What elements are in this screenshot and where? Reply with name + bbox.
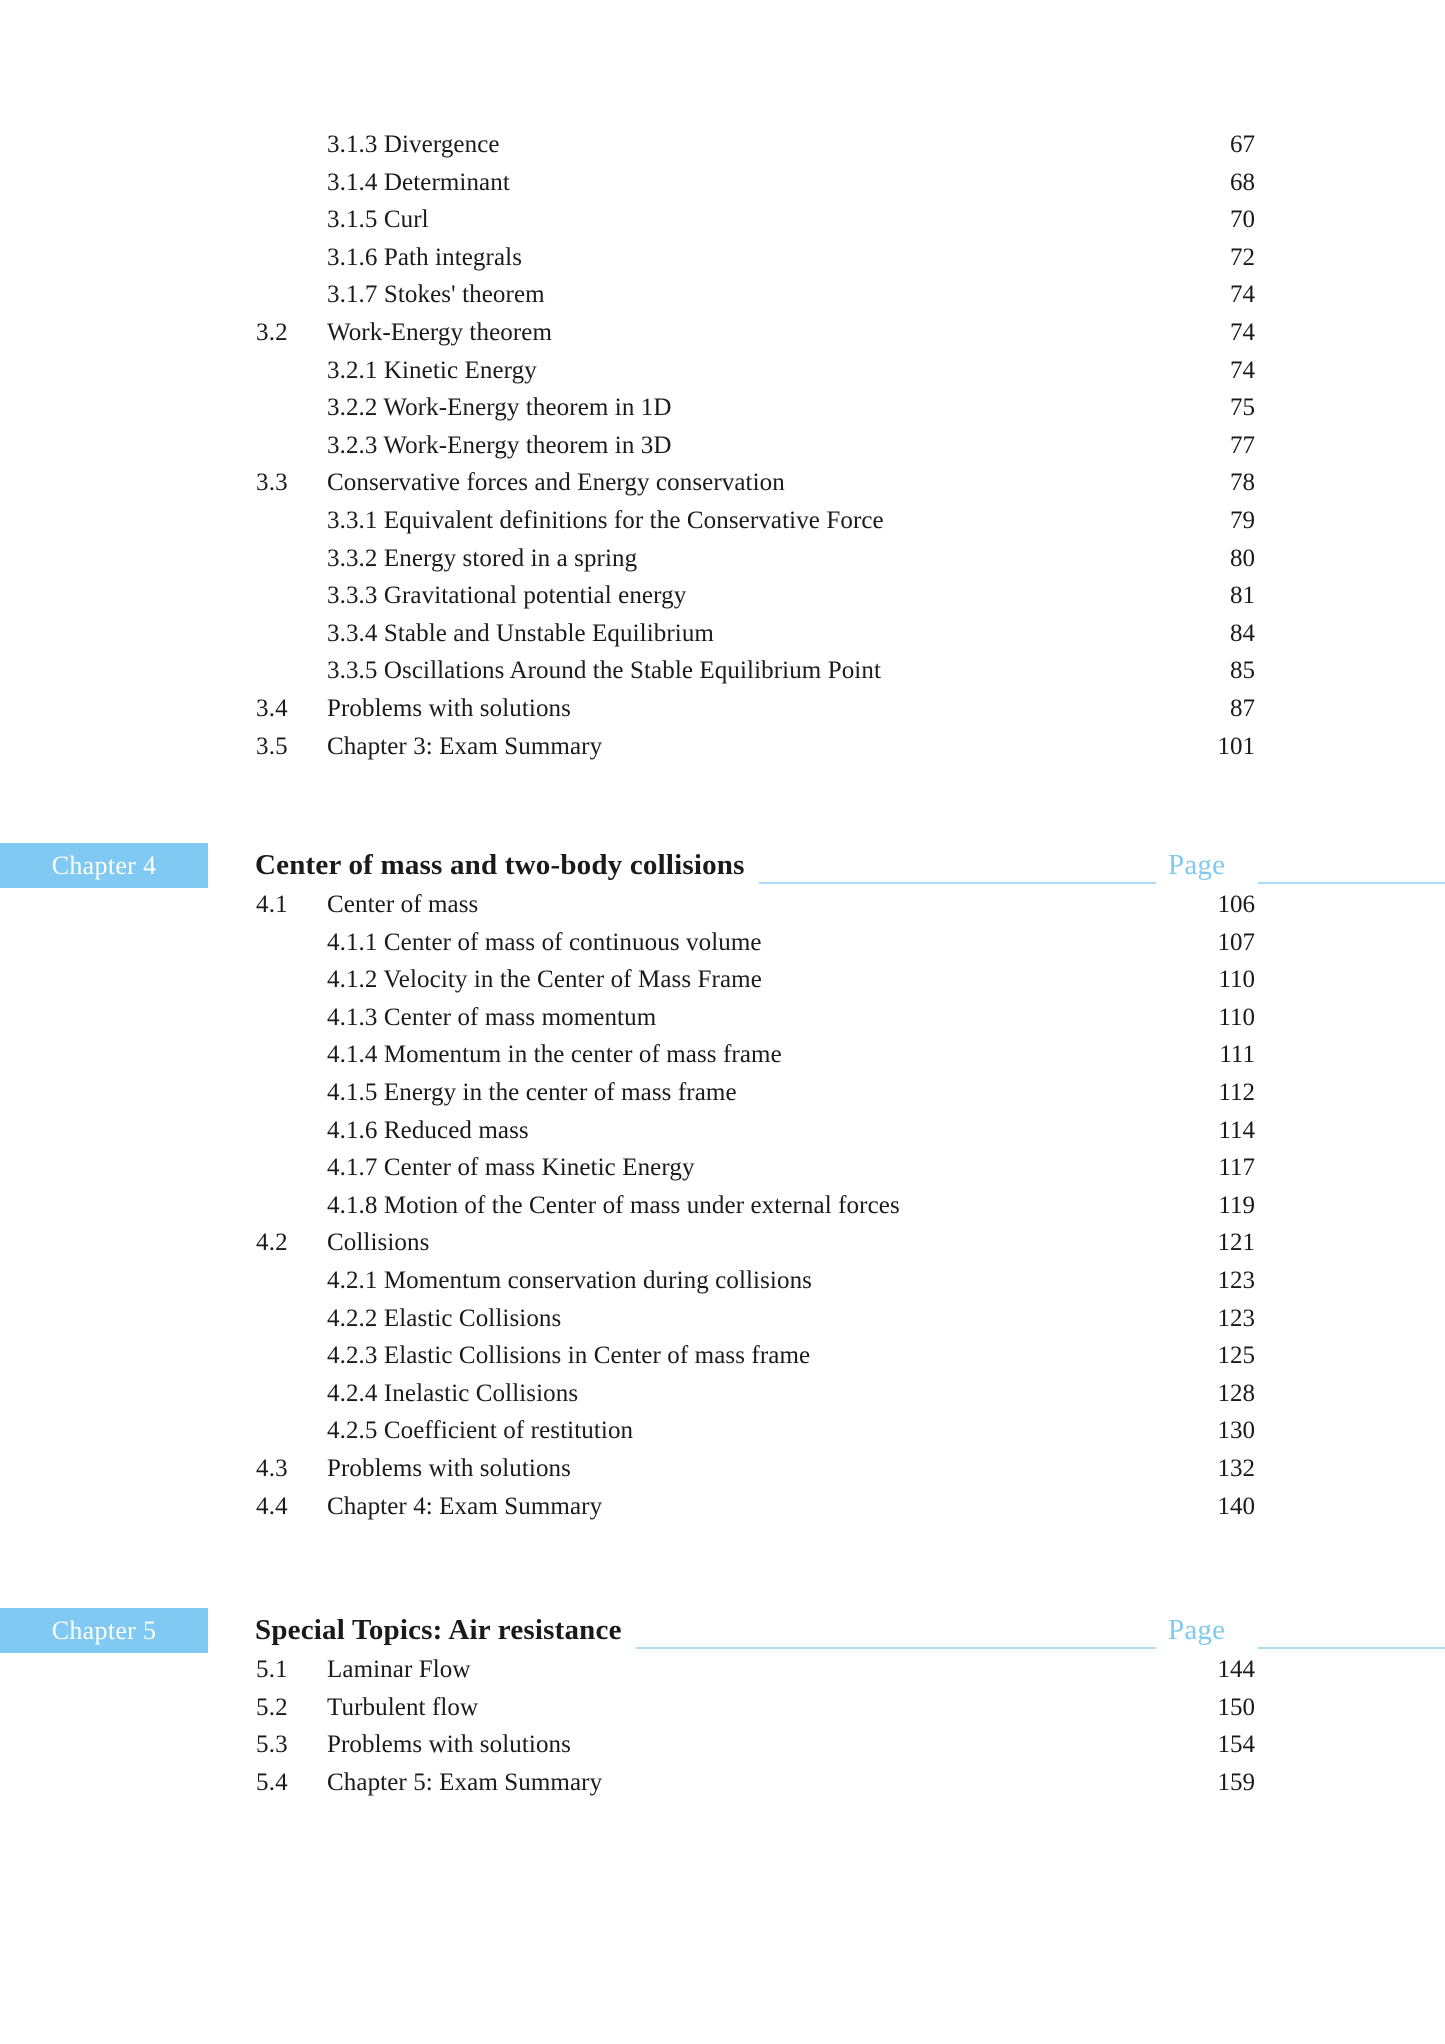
toc-entry-number: 3.5 — [256, 732, 288, 760]
toc-row[interactable] — [0, 239, 1445, 277]
toc-entry-title: 4.1.2 Velocity in the Center of Mass Frame — [327, 966, 762, 994]
toc-entry-page-number: 117 — [1218, 1154, 1255, 1182]
toc-entry-page-number: 112 — [1218, 1078, 1255, 1106]
toc-row[interactable] — [0, 1726, 1445, 1764]
toc-entry-page-number: 74 — [1230, 318, 1255, 346]
toc-entry-number: 4.3 — [256, 1454, 288, 1482]
toc-entry-page-number: 130 — [1217, 1417, 1255, 1445]
toc-entry-title: Chapter 4: Exam Summary — [327, 1492, 603, 1520]
toc-entry-title: 4.2.1 Momentum conservation during collisions — [327, 1266, 813, 1294]
toc-entry-title: Work-Energy theorem — [327, 318, 553, 346]
toc-entry-title: 3.2.2 Work-Energy theorem in 1D — [327, 394, 672, 422]
toc-row[interactable] — [0, 502, 1445, 540]
toc-entry-number: 5.2 — [256, 1693, 288, 1721]
toc-entry-title: 4.1.5 Energy in the center of mass frame — [327, 1078, 737, 1106]
toc-entry-page-number: 107 — [1217, 928, 1255, 956]
toc-row[interactable] — [0, 427, 1445, 465]
toc-row[interactable] — [0, 1450, 1445, 1488]
toc-entry-page-number: 67 — [1230, 131, 1255, 158]
chapter-rule-right-5 — [1258, 1647, 1445, 1649]
toc-entry-title: 4.2.3 Elastic Collisions in Center of mass frame — [327, 1342, 811, 1370]
toc-entry-title: 3.1.4 Determinant — [327, 168, 510, 196]
toc-entry-title: 4.2.2 Elastic Collisions — [327, 1304, 562, 1332]
chapter-badge-4: Chapter 4 — [0, 843, 208, 888]
chapter-rule-left-5 — [636, 1647, 1156, 1649]
toc-entry-page-number: 74 — [1230, 356, 1255, 384]
toc-entry-title: 3.1.5 Curl — [327, 206, 429, 234]
toc-row[interactable] — [0, 1337, 1445, 1375]
toc-entry-page-number: 123 — [1217, 1304, 1255, 1332]
toc-row[interactable] — [0, 886, 1445, 924]
toc-entry-page-number: 150 — [1217, 1693, 1255, 1721]
toc-row[interactable] — [0, 1036, 1445, 1074]
toc-entry-title: 3.3.4 Stable and Unstable Equilibrium — [327, 619, 714, 647]
toc-row[interactable] — [0, 314, 1445, 352]
toc-entry-title: 3.1.7 Stokes' theorem — [327, 281, 545, 309]
toc-entry-title: 4.1.8 Motion of the Center of mass under external forces — [327, 1191, 900, 1219]
chapter-title-4: Center of mass and two-body collisions — [255, 849, 745, 881]
toc-entry-title: 4.1.4 Momentum in the center of mass frame — [327, 1041, 782, 1069]
toc-entry-page-number: 81 — [1230, 582, 1255, 610]
toc-row[interactable] — [0, 615, 1445, 653]
toc-row[interactable] — [0, 1149, 1445, 1187]
toc-entry-title: 3.3.1 Equivalent definitions for the Conservative Force — [327, 506, 884, 534]
toc-entry-title: 3.3.5 Oscillations Around the Stable Equilibrium Point — [327, 657, 881, 685]
toc-row[interactable] — [0, 540, 1445, 578]
toc-entry-number: 3.3 — [256, 469, 288, 497]
toc-entry-page-number: 119 — [1218, 1191, 1255, 1219]
toc-row[interactable] — [0, 961, 1445, 999]
toc-entry-page-number: 77 — [1230, 431, 1255, 459]
toc-entry-page-number: 128 — [1217, 1379, 1255, 1407]
toc-row[interactable] — [0, 1488, 1445, 1526]
toc-row[interactable] — [0, 164, 1445, 202]
toc-entry-number: 4.1 — [256, 891, 288, 918]
toc-entry-page-number: 132 — [1217, 1454, 1255, 1482]
toc-row[interactable] — [0, 728, 1445, 766]
toc-entry-title: 3.2.1 Kinetic Energy — [327, 356, 537, 384]
toc-entry-page-number: 111 — [1219, 1041, 1255, 1069]
toc-entry-number: 5.1 — [256, 1656, 288, 1683]
toc-entry-page-number: 70 — [1230, 206, 1255, 234]
toc-entry-title: Problems with solutions — [327, 1454, 571, 1482]
toc-row[interactable] — [0, 1764, 1445, 1802]
toc-entry-page-number: 79 — [1230, 506, 1255, 534]
toc-continued-chapter-entries — [0, 126, 1445, 765]
toc-row[interactable] — [0, 1074, 1445, 1112]
toc-entry-page-number: 68 — [1230, 168, 1255, 196]
toc-row[interactable] — [0, 276, 1445, 314]
toc-row[interactable] — [0, 1112, 1445, 1150]
toc-entry-title: 4.2.5 Coefficient of restitution — [327, 1417, 634, 1445]
toc-entry-title: Problems with solutions — [327, 1731, 571, 1759]
chapter-rule-right-4 — [1258, 882, 1445, 884]
toc-row[interactable] — [0, 1375, 1445, 1413]
toc-entry-title: 4.1.3 Center of mass momentum — [327, 1003, 657, 1031]
toc-entry-title: 4.1.6 Reduced mass — [327, 1116, 529, 1144]
toc-entry-page-number: 114 — [1218, 1116, 1255, 1144]
toc-entry-title: Conservative forces and Energy conservation — [327, 469, 785, 497]
toc-row[interactable] — [0, 577, 1445, 615]
toc-entry-page-number: 85 — [1230, 657, 1255, 685]
toc-entry-number: 5.4 — [256, 1768, 288, 1796]
toc-entry-page-number: 121 — [1217, 1229, 1255, 1257]
chapter-badge-5: Chapter 5 — [0, 1608, 208, 1653]
toc-entry-page-number: 84 — [1230, 619, 1255, 647]
toc-entry-page-number: 125 — [1217, 1342, 1255, 1370]
toc-row[interactable] — [0, 1300, 1445, 1338]
toc-entry-title: 4.2.4 Inelastic Collisions — [327, 1379, 579, 1407]
toc-row[interactable] — [0, 1651, 1445, 1689]
toc-entry-title: Center of mass — [327, 891, 479, 918]
toc-entry-title: 3.1.3 Divergence — [327, 131, 500, 158]
toc-entry-title: Chapter 3: Exam Summary — [327, 732, 603, 760]
toc-entry-page-number: 159 — [1217, 1768, 1255, 1796]
toc-row[interactable] — [0, 1689, 1445, 1727]
toc-entry-page-number: 80 — [1230, 544, 1255, 572]
toc-row[interactable] — [0, 352, 1445, 390]
toc-row[interactable] — [0, 1224, 1445, 1262]
toc-entries-chapter-4 — [0, 886, 1445, 1525]
toc-entry-page-number: 78 — [1230, 469, 1255, 497]
toc-row[interactable] — [0, 126, 1445, 164]
chapter-title-5: Special Topics: Air resistance — [255, 1614, 622, 1646]
toc-entry-title: 4.1.7 Center of mass Kinetic Energy — [327, 1154, 695, 1182]
toc-entry-page-number: 75 — [1230, 394, 1255, 422]
toc-entry-title: 3.3.3 Gravitational potential energy — [327, 582, 687, 610]
toc-entry-number: 5.3 — [256, 1731, 288, 1759]
page-column-label-4: Page — [1168, 849, 1226, 881]
toc-entries-chapter-5 — [0, 1651, 1445, 1801]
toc-entry-page-number: 74 — [1230, 281, 1255, 309]
chapter-rule-left-4 — [759, 882, 1156, 884]
toc-entry-number: 3.4 — [256, 694, 288, 722]
toc-entry-title: Turbulent flow — [327, 1693, 479, 1721]
toc-entry-title: 3.3.2 Energy stored in a spring — [327, 544, 638, 572]
toc-row[interactable] — [0, 652, 1445, 690]
toc-row[interactable] — [0, 464, 1445, 502]
toc-entry-title: Laminar Flow — [327, 1656, 471, 1683]
toc-row[interactable] — [0, 201, 1445, 239]
toc-entry-page-number: 72 — [1230, 243, 1255, 271]
toc-entry-number: 4.4 — [256, 1492, 288, 1520]
toc-row[interactable] — [0, 999, 1445, 1037]
toc-row[interactable] — [0, 1262, 1445, 1300]
toc-entry-title: 3.1.6 Path integrals — [327, 243, 523, 271]
toc-entry-page-number: 144 — [1217, 1656, 1255, 1683]
toc-row[interactable] — [0, 1412, 1445, 1450]
toc-entry-number: 4.2 — [256, 1229, 288, 1257]
toc-entry-number: 3.2 — [256, 318, 288, 346]
toc-row[interactable] — [0, 690, 1445, 728]
toc-entry-page-number: 140 — [1217, 1492, 1255, 1520]
toc-entry-title: Problems with solutions — [327, 694, 571, 722]
toc-entry-title: 4.1.1 Center of mass of continuous volume — [327, 928, 762, 956]
toc-entry-page-number: 110 — [1218, 966, 1255, 994]
toc-entry-title: 3.2.3 Work-Energy theorem in 3D — [327, 431, 672, 459]
toc-row[interactable] — [0, 924, 1445, 962]
toc-entry-title: Collisions — [327, 1229, 430, 1257]
toc-row[interactable] — [0, 1187, 1445, 1225]
toc-entry-page-number: 106 — [1217, 891, 1255, 918]
toc-entry-page-number: 123 — [1217, 1266, 1255, 1294]
page-column-label-5: Page — [1168, 1614, 1226, 1646]
toc-entry-page-number: 101 — [1217, 732, 1255, 760]
toc-entry-title: Chapter 5: Exam Summary — [327, 1768, 603, 1796]
toc-entry-page-number: 110 — [1218, 1003, 1255, 1031]
toc-row[interactable] — [0, 389, 1445, 427]
toc-entry-page-number: 154 — [1217, 1731, 1255, 1759]
toc-entry-page-number: 87 — [1230, 694, 1255, 722]
